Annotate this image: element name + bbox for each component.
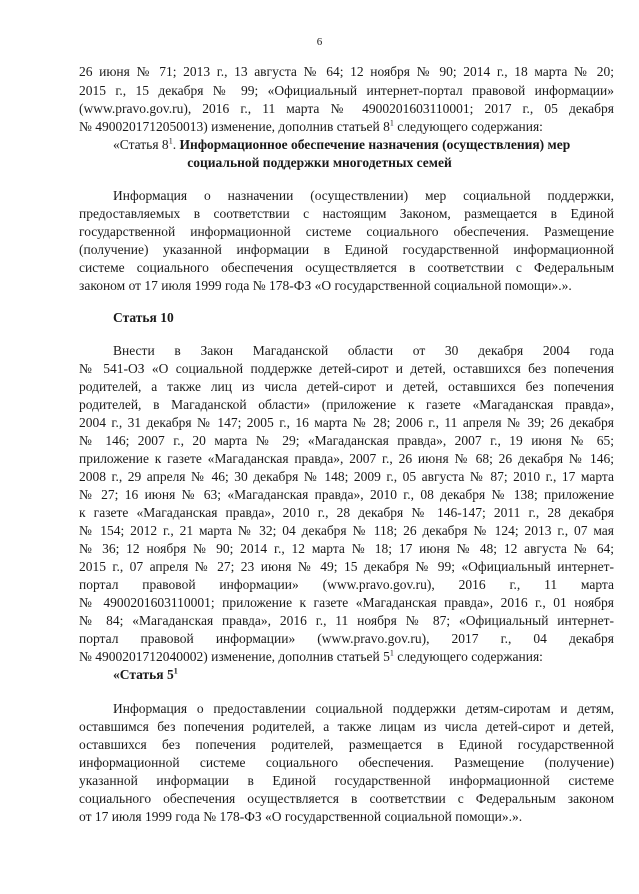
article-8-1-para-line-2: предоставляемых в соответствии с настоящим Законом, размещается в Единой [79, 206, 614, 221]
article-10-line-10: к газете «Магаданская правда», 2010 г., 28 декабря № 146-147; 2011 г., 28 декабря [79, 505, 614, 520]
article-10-line-6: № 146; 2007 г., 20 марта № 29; «Магаданская правда», 2007 г., 19 июня № 65; [79, 433, 614, 448]
article-5-1-line-1: Информация о предоставлении социальной поддержки детям-сиротам и детям, [113, 701, 614, 716]
article-10-line-2: № 541-ОЗ «О социальной поддержке детей-сирот и детей, оставшихся без попечения [79, 361, 614, 376]
article-10-line-16: № 84; «Магаданская правда», 2016 г., 11 ноября № 87; «Официальный интернет- [79, 613, 614, 628]
article-10-line-7: приложение к газете «Магаданская правда», 2007 г., 26 июня № 68; 26 декабря № 146; [79, 451, 614, 466]
article-8-1-para-line-6: законом от 17 июля 1999 года № 178-ФЗ «О государственной социальной помощи».». [79, 278, 572, 293]
article-10-line-8: 2008 г., 29 апреля № 46; 30 декабря № 148; 2009 г., 05 августа № 87; 2010 г., 17 марта [79, 469, 614, 484]
article-8-1-para-line-5: системе социального обеспечения осуществляется в соответствии с Федеральным [79, 260, 614, 275]
article-10-line-14: портал правовой информации» (www.pravo.gov.ru), 2016 г., 11 марта [79, 577, 614, 592]
article-8-1-heading: «Статья $8^1$. Информационное обеспечение назначения (осуществления) мер [113, 136, 571, 152]
article-10-line-9: № 27; 16 июня № 63; «Магаданская правда», 2010 г., 08 декабря № 138; приложение [79, 487, 614, 502]
article-10-line-5: 2004 г., 31 декабря № 147; 2005 г., 16 марта № 28; 2006 г., 11 апреля № 39; 26 декабря [79, 415, 614, 430]
article-10-line-17: портал правовой информации» (www.pravo.gov.ru), 2017 г., 04 декабря [79, 631, 614, 646]
article-10-line-15: № 4900201603110001; приложение к газете «Магаданская правда», 2016 г., 01 ноября [79, 595, 614, 610]
art9-line-4: № 4900201712050013) изменение, дополнив статьей $8^1$ следующего содержания: [79, 118, 543, 134]
article-8-1-para-line-4: (получение) указанной информации в Единой государственной информационной [79, 242, 614, 257]
article-5-1-heading: «Статья $5^1$ [113, 666, 178, 682]
article-5-1-line-4: информационной системе социального обеспечения. Размещение (получение) [79, 755, 614, 770]
art9-line-3: (www.pravo.gov.ru), 2016 г., 11 марта № 4900201603110001; 2017 г., 05 декабря [79, 101, 614, 116]
article-10-line-13: 2015 г., 07 апреля № 27; 23 июня № 49; 15 декабря № 99; «Официальный интернет- [79, 559, 614, 574]
article-10-line-18: № 4900201712040002) изменение, дополнив статьей $5^1$ следующего содержания: [79, 648, 543, 664]
article-5-1-line-7: от 17 июля 1999 года № 178-ФЗ «О государственной социальной помощи».». [79, 809, 523, 824]
article-8-1-para-line-3: государственной информационной системе социального обеспечения. Размещение [79, 224, 614, 239]
article-5-1-line-3: оставшихся без попечения родителей, размещается в Единой государственной [79, 737, 614, 752]
art9-line-1: 26 июня № 71; 2013 г., 13 августа № 64; 12 ноября № 90; 2014 г., 18 марта № 20; [79, 64, 614, 79]
article-10-line-11: № 154; 2012 г., 21 марта № 32; 04 декабря № 118; 26 декабря № 124; 2013 г., 07 мая [79, 523, 614, 538]
article-5-1-line-5: указанной информации в Единой государственной информационной системе [79, 773, 614, 788]
article-10-line-3: родителей, а также лиц из числа детей-сирот и детей, оставшихся без попечения [79, 379, 614, 394]
article-10-line-4: родителей, в Магаданской области» (приложение к газете «Магаданская правда», [79, 397, 614, 412]
article-10-heading: Статья 10 [113, 310, 174, 325]
page-number: 6 [316, 36, 323, 48]
article-8-1-title-line-2: социальной поддержки многодетных семей [187, 155, 452, 170]
art9-line-2: 2015 г., 15 декабря № 99; «Официальный интернет-портал правовой информации» [79, 83, 614, 98]
article-8-1-para-line-1: Информация о назначении (осуществлении) мер социальной поддержки, [113, 188, 614, 203]
article-10-line-12: № 36; 12 ноября № 90; 2014 г., 12 марта № 18; 17 июня № 48; 12 августа № 64; [79, 541, 614, 556]
article-5-1-line-6: социального обеспечения осуществляется в соответствии с Федеральным законом [79, 791, 614, 806]
article-10-line-1: Внести в Закон Магаданской области от 30 декабря 2004 года [113, 343, 614, 358]
article-5-1-line-2: оставшимся без попечения родителей, а также лицам из числа детей-сирот и детей, [79, 719, 614, 734]
